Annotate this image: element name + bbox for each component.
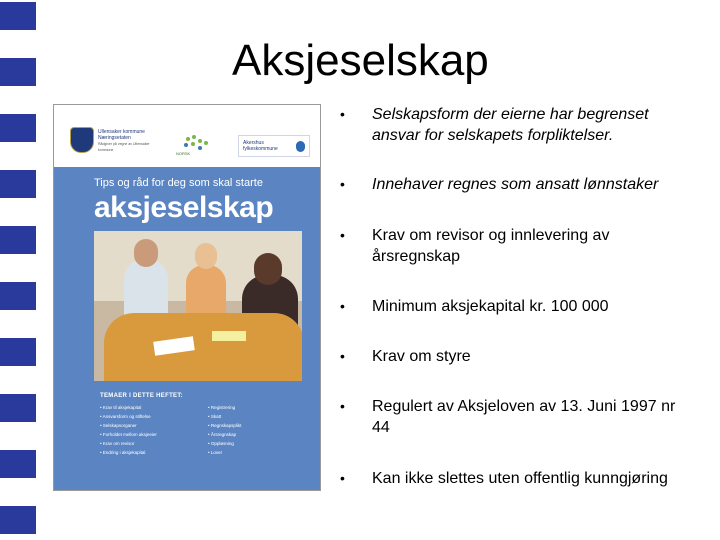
bullet-line: Krav om styre <box>372 348 471 365</box>
brochure-logo-text: Ullensaker kommune Næringsetaten Rådgiver på vegne av Ullensaker kommune <box>98 129 150 152</box>
slide-title: Aksjeselskap <box>232 36 489 85</box>
bullet-dot: • <box>340 106 345 122</box>
coat-of-arms-icon <box>70 127 94 153</box>
theme-item: • Årsregnskap <box>208 432 237 437</box>
theme-item: • Krav til aksjekapital <box>100 405 142 410</box>
bullet-text <box>372 104 720 146</box>
theme-item: • Krav om revisor <box>100 441 135 446</box>
brochure-tagline: Tips og råd for deg som skal starte <box>94 177 263 189</box>
theme-item: • Regnskapsplikt <box>208 423 242 428</box>
theme-item: • Lover <box>208 450 223 455</box>
theme-item: • Registrering <box>208 405 236 410</box>
bullet-text <box>372 396 720 438</box>
theme-item: • Selskapsorganer <box>100 423 137 428</box>
bullet-text <box>372 174 720 195</box>
bullet-line: 44 <box>372 419 390 436</box>
brochure-headline: aksjeselskap <box>94 191 274 224</box>
bullet-text <box>372 225 720 267</box>
partner-label: NORSK <box>176 151 191 156</box>
side-stripe <box>0 0 36 540</box>
brochure-body <box>54 167 320 490</box>
brochure-header <box>54 105 320 167</box>
bullet-text <box>372 468 720 489</box>
bullet-dot: • <box>340 298 345 314</box>
brochure-cover <box>53 104 321 491</box>
bullet-dot: • <box>340 398 345 414</box>
theme-item: • Oppløsning <box>208 441 234 446</box>
theme-item: • Skatt <box>208 414 222 419</box>
theme-item: • Ansvarsform og stiftelse <box>100 414 151 419</box>
water-drop-icon <box>296 141 305 152</box>
bullet-line: Kan ikke slettes uten offentlig kunngjøring <box>372 470 668 487</box>
meeting-photo <box>94 231 302 381</box>
bullet-dot: • <box>340 348 345 364</box>
theme-item: • Forholdet mellom aksjeeier <box>100 432 157 437</box>
bullet-line: Krav om revisor og innlevering av <box>372 227 610 244</box>
bullet-line: årsregnskap <box>372 248 461 265</box>
bullet-line: Minimum aksjekapital kr. 100 000 <box>372 298 609 315</box>
bullet-line: Selskapsform der eierne har begrenset <box>372 106 649 123</box>
theme-item: • Endring i aksjekapital <box>100 450 146 455</box>
bullet-text <box>372 346 720 367</box>
bullet-text <box>372 296 720 317</box>
bullet-line: ansvar for selskapets forpliktelser. <box>372 127 614 144</box>
bullet-line: Innehaver regnes som ansatt lønnstaker <box>372 176 659 193</box>
themes-title: TEMAER I DETTE HEFTET: <box>100 393 183 399</box>
bullet-dot: • <box>340 227 345 243</box>
bullet-dot: • <box>340 176 345 192</box>
bullet-line: Regulert av Aksjeloven av 13. Juni 1997 nr <box>372 398 676 415</box>
partner-badge: Akershus fylkeskommune <box>238 135 310 157</box>
partner-logo-icon <box>182 135 212 151</box>
bullet-dot: • <box>340 470 345 486</box>
